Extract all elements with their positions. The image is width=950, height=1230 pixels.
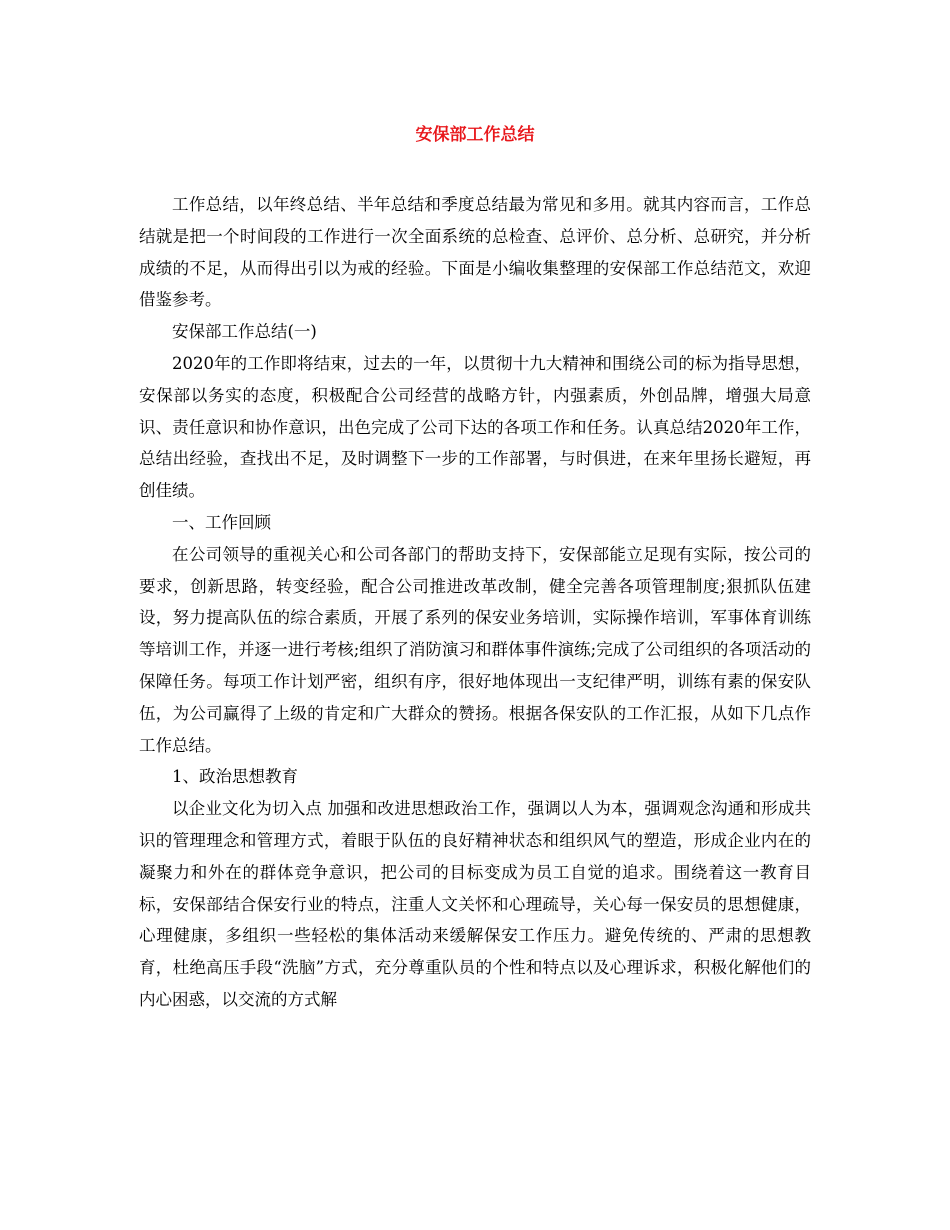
document-body (139, 189, 811, 1016)
paragraph-heading-political: 1、政治思想教育 (172, 767, 298, 787)
document-title: 安保部工作总结 (415, 125, 535, 145)
paragraph-review: 在公司领导的重视关心和公司各部门的帮助支持下，安保部能立足现有实际，按公司的要求，创新思路，转变经验，配合公司推进改革改制，健全完善各项管理制度;狠抓队伍建设，努力提高队伍的综合素质，开展了系列的保安业务培训，实际操作培训，军事体育训练等培训工作，并逐一进行考核;组织了消防演习和群体事件演练;完成了公司组织的各项活动的保障任务。每项工作计划严密，组织有序，很好地体现出一支纪律严明，训练有素的保安队伍，为公司赢得了上级的肯定和广大群众的赞扬。根据各保安队的工作汇报，从如下几点作工作总结。 (139, 544, 811, 755)
paragraph-political: 以企业文化为切入点 加强和改进思想政治工作，强调以人为本，强调观念沟通和形成共识的管理理念和管理方式，着眼于队伍的良好精神状态和组织风气的塑造，形成企业内在的凝聚力和外在的群体竞争意识，把公司的目标变成为员工自觉的追求。围绕着这一教育目标，安保部结合保安行业的特点，注重人文关怀和心理疏导，关心每一保安员的思想健康，心理健康，多组织一些轻松的集体活动来缓解保安工作压力。避免传统的、严肃的思想教育，杜绝高压手段“洗脑”方式，充分尊重队员的个性和特点以及心理诉求，积极化解他们的内心困惑，以交流的方式解 (139, 799, 811, 1009)
paragraph-heading-review: 一、工作回顾 (172, 512, 271, 532)
paragraph-section-heading: 安保部工作总结(一) (172, 322, 317, 342)
paragraph-overview: 2020年的工作即将结束，过去的一年，以贯彻十九大精神和围绕公司的标为指导思想，安保部以务实的态度，积极配合公司经营的战略方针，内强素质，外创品牌，增强大局意识、责任意识和协作意识，出色完成了公司下达的各项工作和任务。认真总结2020年工作，总结出经验，查找出不足，及时调整下一步的工作部署，与时俱进，在来年里扬长避短，再创佳绩。 (139, 353, 811, 501)
paragraph-intro: 工作总结，以年终总结、半年总结和季度总结最为常见和多用。就其内容而言，工作总结就是把一个时间段的工作进行一次全面系统的总检查、总评价、总分析、总研究，并分析成绩的不足，从而得出引以为戒的经验。下面是小编收集整理的安保部工作总结范文，欢迎借鉴参考。 (139, 195, 811, 310)
